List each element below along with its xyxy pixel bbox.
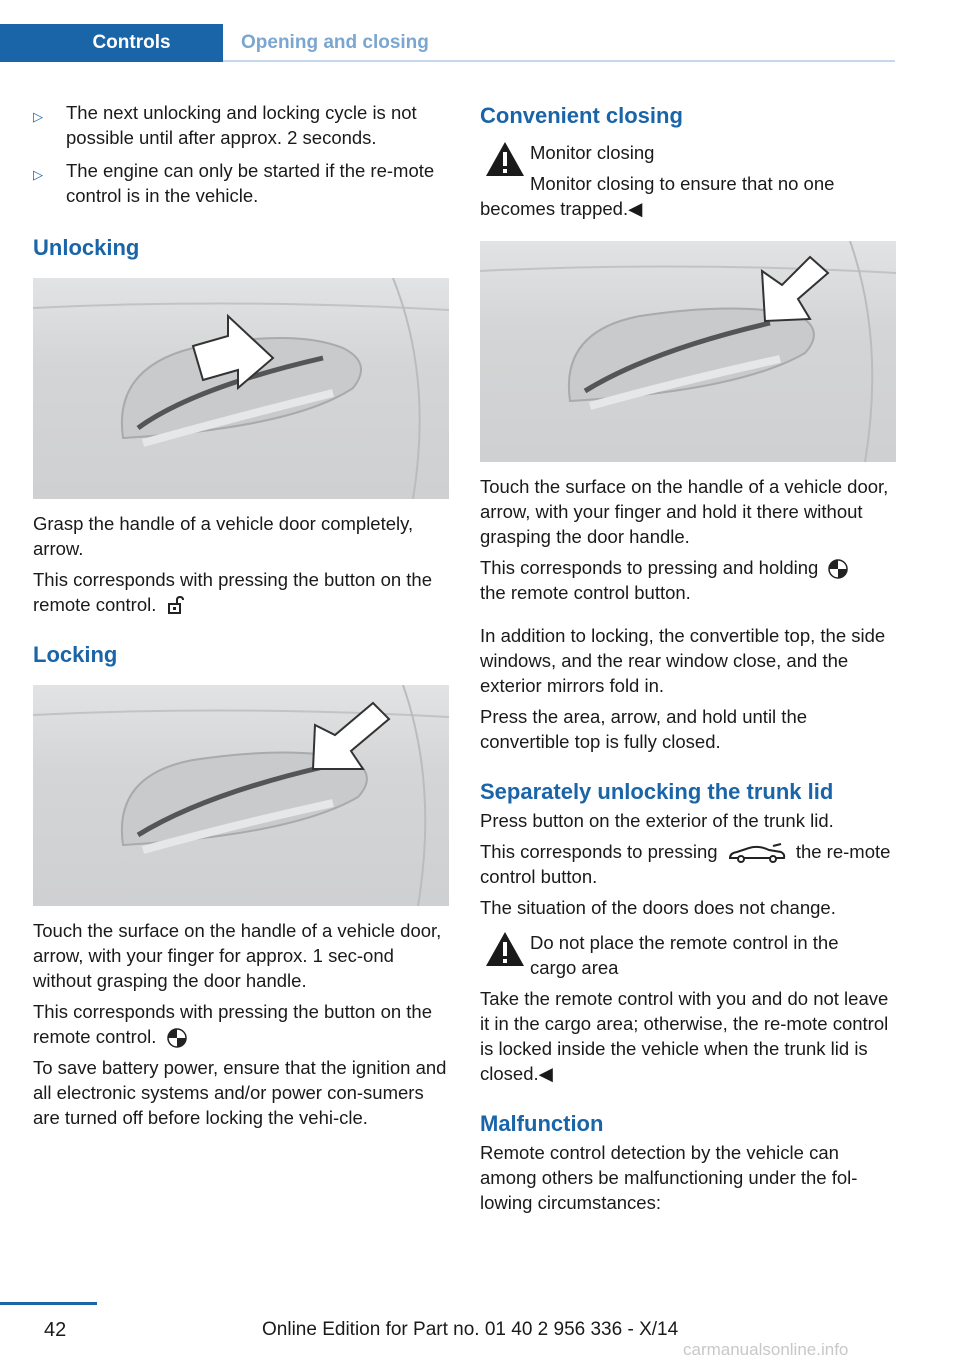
warning-icon [480, 140, 530, 178]
door-handle-close-image [480, 241, 896, 462]
trunk-remote-text: This corresponds to pressing the re‐mote control button. [480, 841, 891, 888]
section-tab: Controls [0, 24, 223, 62]
watermark: carmanualsonline.info [683, 1340, 849, 1359]
subsection-tab: Opening and closing [241, 32, 429, 53]
footer-edition: Online Edition for Part no. 01 40 2 956 336 - X/14 [262, 1319, 679, 1340]
malfunction-text: Remote control detection by the vehicle can among others be malfunctioning under the fol‐lowing circumstances: [480, 1142, 858, 1214]
convenient-closing-heading: Convenient closing [480, 103, 683, 128]
left-column [33, 100, 449, 1130]
trunk-button-icon [727, 842, 787, 864]
door-handle-lock-image [33, 685, 449, 906]
locking-text: Touch the surface on the handle of a vehicle door, arrow, with your finger for approx. 1 sec‐ond without grasping the door handle. [33, 920, 442, 992]
trunk-heading: Separately unlocking the trunk lid [480, 779, 834, 805]
warning-text: Monitor closing to ensure that no one [530, 173, 835, 194]
page-number: 42 [44, 1319, 67, 1341]
unlocking-heading: Unlocking [33, 235, 140, 260]
convenient-text: Touch the surface on the handle of a vehicle door, arrow, with your finger and hold it there without grasping the door handle. [480, 476, 889, 547]
page-header [0, 24, 895, 62]
warning-text-cont: becomes trapped.◀ [480, 198, 643, 219]
unlock-icon [166, 595, 188, 617]
door-handle-unlock-image [33, 278, 449, 499]
bullet-item: ▷ The engine can only be started if the re‐mote control is in the vehicle. [33, 160, 435, 206]
malfunction-heading: Malfunction [480, 1111, 604, 1137]
trunk-text: Press button on the exterior of the trunk lid. [480, 810, 834, 832]
convertible-text: In addition to locking, the convertible top, the side windows, and the rear window close, and the exterior mirrors fold in. [480, 625, 886, 697]
convenient-remote-text: This corresponds to pressing and holding the remote control button. [480, 555, 896, 605]
locking-heading: Locking [33, 642, 118, 668]
triangle-bullet-icon: ▷ [33, 109, 43, 124]
warning-block [480, 140, 896, 196]
press-area-text: Press the area, arrow, and hold until the convertible top is fully closed. [480, 706, 808, 753]
lock-button-icon [166, 1027, 188, 1049]
unlocking-remote-text: This corresponds with pressing the button on the remote control. [33, 567, 449, 617]
bullet-item: ▷ The next unlocking and locking cycle is not possible until after approx. 2 seconds. [33, 102, 417, 148]
warning-title: Monitor closing [530, 142, 655, 163]
doors-text: The situation of the doors does not change. [480, 897, 836, 919]
battery-text: To save battery power, ensure that the ignition and all electronic systems and/or power con‐sumers are turned off before locking the vehi‐cle. [33, 1057, 447, 1129]
warning-title: Do not place the remote control in the [530, 932, 839, 954]
cargo-warning-text: Take the remote control with you and do not leave it in the cargo area; otherwise, the re‐mote control is locked inside the vehicle when the trunk lid is closed.◀ [480, 988, 889, 1085]
warning-block [480, 930, 896, 980]
footer-rule [0, 1302, 97, 1305]
triangle-bullet-icon: ▷ [33, 167, 43, 182]
unlocking-text: Grasp the handle of a vehicle door completely, arrow. [33, 513, 414, 559]
warning-icon [480, 930, 530, 968]
right-column [480, 100, 896, 1215]
lock-button-icon [827, 558, 849, 580]
warning-title-cont: cargo area [530, 957, 619, 979]
locking-remote-text: This corresponds with pressing the button on the remote control. [33, 999, 449, 1049]
